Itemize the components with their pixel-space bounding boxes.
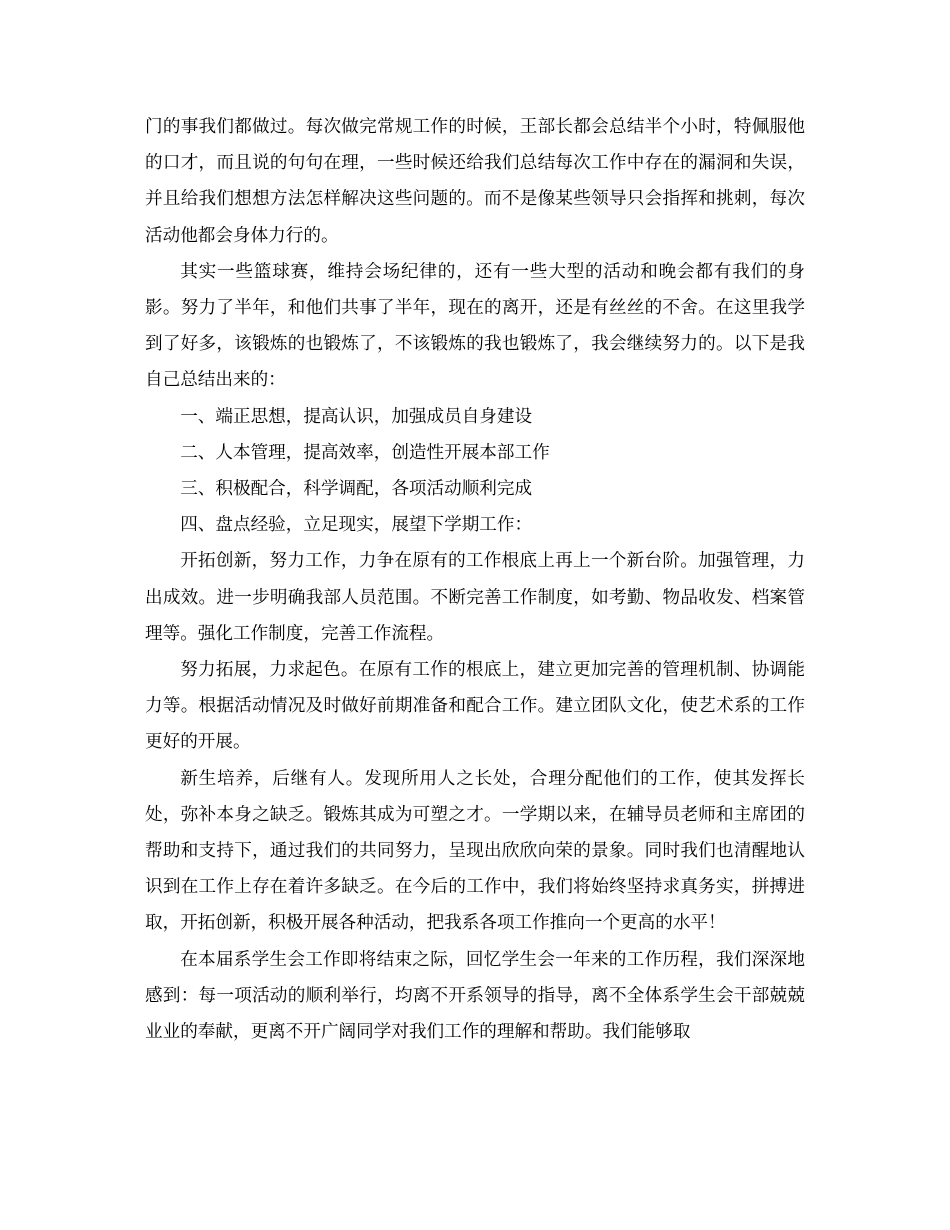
paragraph-continuation: 门的事我们都做过。每次做完常规工作的时候，王部长都会总结半个小时，特佩服他的口才，而且说的句句在理，一些时候还给我们总结每次工作中存在的漏洞和失误，并且给我们想想方法怎样解决这些问题的。而不是像某些领导只会指挥和挑刺，每次活动他都会身体力行的。 xyxy=(145,117,805,246)
list-item-heading: 四、盘点经验，立足现实，展望下学期工作： xyxy=(180,515,533,536)
paragraph: 努力拓展，力求起色。在原有工作的根底上，建立更加完善的管理机制、协调能力等。根据活动情况及时做好前期准备和配合工作。建立团队文化，使艺术系的工作更好的开展。 xyxy=(145,660,805,753)
paragraph: 新生培养，后继有人。发现所用人之长处，合理分配他们的工作，使其发挥长处，弥补本身之缺乏。锻炼其成为可塑之才。一学期以来，在辅导员老师和主席团的帮助和支持下，通过我们的共同努力，呈现出欣欣向荣的景象。同时我们也清醒地认识到在工作上存在着许多缺乏。在今后的工作中，我们将始终坚持求真务实，拼搏进取，开拓创新，积极开展各种活动，把我系各项工作推向一个更高的水平！ xyxy=(145,768,805,934)
paragraph: 在本届系学生会工作即将结束之际，回忆学生会一年来的工作历程，我们深深地感到：每一项活动的顺利举行，均离不开系领导的指导，离不全体系学生会干部兢兢业业的奉献，更离不开广阔同学对我们工作的理解和帮助。我们能够取 xyxy=(145,949,805,1043)
document-body xyxy=(145,109,805,1050)
list-item-heading: 三、积极配合，科学调配，各项活动顺利完成 xyxy=(180,479,533,500)
list-item-heading: 一、端正思想，提高认识，加强成员自身建设 xyxy=(180,406,533,427)
paragraph: 开拓创新，努力工作，力争在原有的工作根底上再上一个新台阶。加强管理，力出成效。进一步明确我部人员范围。不断完善工作制度，如考勤、物品收发、档案管理等。强化工作制度，完善工作流程。 xyxy=(145,551,805,644)
paragraph: 其实一些篮球赛，维持会场纪律的，还有一些大型的活动和晚会都有我们的身影。努力了半年，和他们共事了半年，现在的离开，还是有丝丝的不舍。在这里我学到了好多，该锻炼的也锻炼了，不该锻炼的我也锻炼了，我会继续努力的。以下是我自己总结出来的： xyxy=(145,261,805,391)
list-item-heading: 二、人本管理，提高效率，创造性开展本部工作 xyxy=(180,442,550,463)
